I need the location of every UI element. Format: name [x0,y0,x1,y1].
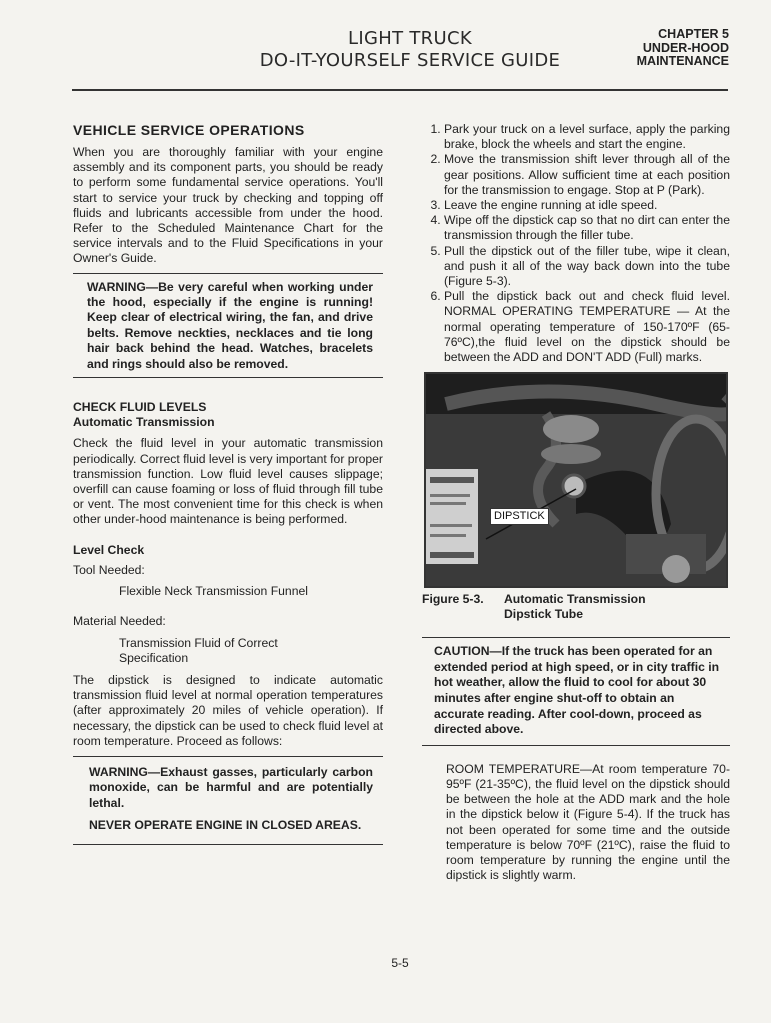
warning-closed-areas-text: NEVER OPERATE ENGINE IN CLOSED AREAS. [89,818,362,833]
caution-box [422,637,730,746]
figure-caption-line2: Dipstick Tube [504,607,584,622]
tool-needed-label: Tool Needed: [73,562,145,577]
guide-title-line1: LIGHT TRUCK [348,28,472,49]
procedure-step: 6. Pull the dipstick back out and check fluid level. NORMAL OPERATING TEMPERATURE — At the normal operating temperature of 150-170ºF (65-76ºC),the fluid level on the dipstick should be between the ADD and DON'T ADD (Full) marks. [444,289,730,365]
procedure-steps [422,122,730,365]
check-fluid-heading: CHECK FLUID LEVELS [73,400,207,415]
caution-text: CAUTION—If the truck has been operated for an extended period at high speed, or in city traffic in hot weather, allow the fluid to cool for about 30 minutes after engine shut-off to obtain an accurate reading. After cool-down, proceed as directed above. [434,644,720,737]
tool-needed-item: Flexible Neck Transmission Funnel [119,584,308,599]
level-check-heading: Level Check [73,542,145,557]
dipstick-callout-label: DIPSTICK [490,508,549,525]
procedure-step: 4. Wipe off the dipstick cap so that no dirt can enter the transmission through the filler tube. [444,213,730,243]
header-rule [72,89,728,91]
right-column [422,122,730,883]
chapter-title-line2: MAINTENANCE [636,54,729,68]
figure-caption [422,592,730,622]
procedure-step: 1. Park your truck on a level surface, apply the parking brake, block the wheels and start the engine. [444,122,730,152]
figure-caption-line1: Automatic Transmission [504,592,646,607]
material-needed-item: Transmission Fluid of Correct Specification [119,635,278,665]
dipstick-paragraph: The dipstick is designed to indicate automatic transmission fluid level at normal operation temperatures (after approximately 20 miles of vehicle operation). If necessary, the dipstick can be used to check fluid level at room temperature. Proceed as follows: [73,672,383,748]
guide-title-line2: DO-IT-YOURSELF SERVICE GUIDE [259,50,561,71]
check-fluid-paragraph: Check the fluid level in your automatic transmission periodically. Correct fluid level is very important for proper transmission function. Low fluid level causes slippage; overfill can cause foaming or loss of fluid through fill tube or vent. The most convenient time for this check is when other under-hood maintenance is being performed. [73,436,383,527]
material-needed-label: Material Needed: [73,614,166,629]
page-number: 5-5 [391,956,409,970]
warning-box-exhaust [73,756,383,845]
warning-exhaust-text: WARNING—Exhaust gasses, particularly carbon monoxide, can be harmful and are potentially lethal. [89,764,373,810]
figure-number: Figure 5-3. [422,592,484,607]
chapter-title-line1: UNDER-HOOD [642,40,729,55]
procedure-step: 3. Leave the engine running at idle speed. [444,198,730,213]
procedure-step: 2. Move the transmission shift lever through all of the gear positions. Allow sufficient time at each position for the transmission to engage. Stop at P (Park). [444,152,730,198]
procedure-step: 5. Pull the dipstick out of the filler tube, wipe it clean, and push it all of the way back down into the tube (Figure 5-3). [444,244,730,290]
left-column [73,122,383,845]
automatic-transmission-subheading: Automatic Transmission [73,415,215,430]
intro-paragraph: When you are thoroughly familiar with your engine assembly and its component parts, you should be ready to perform some fundamental service operations. You'll start to service your truck by checking and topping off fluids and lubricants accessible from under the hood. Refer to the Scheduled Maintenance Chart for the service intervals and to the Fluid Specifications in your Owner's Guide. [73,145,383,266]
figure-dipstick-photo [424,372,728,588]
warning-box-hood [73,273,383,378]
chapter-tag [609,28,729,69]
room-temperature-paragraph: ROOM TEMPERATURE—At room temperature 70-95ºF (21-35ºC), the fluid level on the dipstick should be between the hole at the ADD mark and the hole in the dipstick below it (Figure 5-4). If the truck has not been operated for some time and the outside temperature is below 70ºF (21ºC), raise the fluid to room temperature by running the engine until the dipstick is slightly warm. [446,761,730,883]
guide-title [250,28,570,72]
engine-bay-illustration [426,374,726,586]
chapter-number: CHAPTER 5 [658,27,729,41]
warning-hood-text: WARNING—Be very careful when working under the hood, especially if the engine is running! Keep clear of electrical wiring, the fan, and drive belts. Remove neckties, necklaces and tie long hair back behind the head. Watches, bracelets and rings should also be removed. [87,279,373,371]
section-heading: VEHICLE SERVICE OPERATIONS [73,122,305,138]
